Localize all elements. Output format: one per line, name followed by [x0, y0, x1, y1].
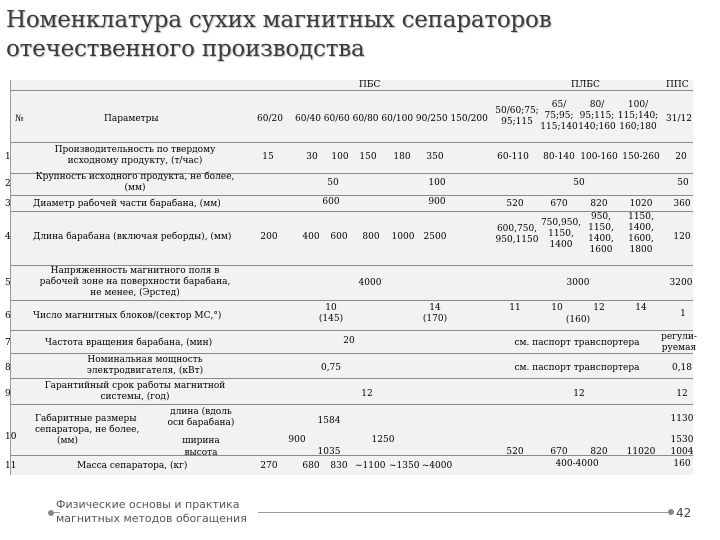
- cell-value: 100: [428, 178, 446, 188]
- model-100: 100/ 115;140; 160;180: [617, 100, 659, 132]
- row-divider: [11, 195, 693, 196]
- cell-value: 360: [673, 199, 691, 209]
- cell-value: 11: [509, 303, 521, 313]
- cell-value: 900: [428, 197, 446, 207]
- row-number: 11: [5, 461, 17, 471]
- cell-value: 400-4000: [555, 459, 599, 469]
- cell-value: 15: [262, 152, 274, 162]
- param-warranty: Гарантийный срок работы магнитной системы, (год): [44, 381, 226, 402]
- cell-value: 270: [260, 461, 278, 471]
- cell-value: 950, 1150, 1400, 1600: [588, 212, 614, 255]
- cell-value: 1035: [317, 447, 341, 457]
- cell-value: 1020: [629, 199, 653, 209]
- cell-value: 20: [675, 152, 687, 162]
- cell-value: 180: [393, 152, 411, 162]
- cell-value: 600,750, 950,1150: [495, 224, 539, 245]
- cell-value: ~4000: [421, 461, 453, 471]
- header-parameters: Параметры: [104, 114, 159, 124]
- title-line-2: отечественного производства: [6, 36, 365, 62]
- cell-value: 14: [635, 303, 647, 313]
- cell-value: 3000: [566, 278, 590, 288]
- cell-value: 160: [673, 459, 691, 469]
- cell-value: 3200: [669, 278, 693, 288]
- cell-value: 12: [676, 389, 688, 399]
- cell-value: 50: [677, 178, 689, 188]
- cell-value: 1584: [317, 416, 341, 426]
- row-divider: [11, 378, 693, 379]
- row-number: 6: [5, 311, 11, 321]
- cell-value: 750,950, 1150, 1400: [540, 218, 582, 250]
- cell-value: 60-110: [497, 152, 529, 162]
- models-pbs-series: 60/40 60/60 60/80 60/100 90/250 150/200: [295, 114, 488, 124]
- model-80: 80/ 95;115; 140;160: [578, 100, 616, 132]
- cell-value: ~1350: [389, 461, 420, 471]
- footer-rule: [258, 512, 670, 513]
- row-number: 4: [5, 232, 11, 242]
- cell-value: 12: [573, 389, 585, 399]
- cell-value: 100: [331, 152, 349, 162]
- cell-value: 1130: [670, 414, 694, 424]
- row-divider: [11, 300, 693, 301]
- cell-value: 0,75: [320, 363, 342, 373]
- cell-value: (160): [565, 315, 591, 325]
- header-number: №: [15, 114, 24, 124]
- row-divider: [11, 330, 693, 331]
- cell-value: 10: [551, 303, 563, 313]
- model-60-20: 60/20: [257, 114, 283, 124]
- cell-value: 830: [330, 461, 348, 471]
- cell-value: регули- руемая: [661, 332, 697, 353]
- cell-value: 0,18: [671, 363, 693, 373]
- row-number: 9: [5, 389, 11, 399]
- cell-value: 1250: [371, 435, 395, 445]
- cell-value: 800: [362, 232, 380, 242]
- param-magnetic-field: Напряженность магнитного поля в рабочей зоне на поверхности барабана, не менее, (Эрстед): [39, 266, 231, 298]
- cell-value: 200: [260, 232, 278, 242]
- group-header-pbs: ПБС: [359, 80, 381, 90]
- cell-value: 520: [506, 199, 524, 209]
- cell-value: 150-260: [622, 152, 660, 162]
- row-number: 8: [5, 363, 11, 373]
- cell-value: 400: [302, 232, 320, 242]
- cell-value: см. паспорт транспортера: [514, 363, 640, 373]
- param-mass: Масса сепаратора, (кг): [77, 461, 188, 471]
- param-drum-length: Длина барабана (включая реборды), (мм): [33, 232, 232, 242]
- param-magnetic-blocks: Число магнитных блоков/(сектор МС,°): [33, 311, 222, 321]
- cell-value: 1150, 1400, 1600, 1800: [628, 212, 654, 255]
- cell-value: 680: [302, 461, 320, 471]
- param-drum-diameter: Диаметр рабочей части барабана, (мм): [33, 199, 221, 209]
- row-number: 3: [5, 199, 11, 209]
- slide-title: [6, 6, 714, 64]
- group-header-plbs: ПЛБС: [571, 80, 600, 90]
- cell-value: 50: [573, 178, 585, 188]
- cell-value: 30: [306, 152, 318, 162]
- cell-value: 20: [343, 336, 355, 346]
- cell-value: 12: [593, 303, 605, 313]
- cell-value: 900: [288, 435, 306, 445]
- cell-value: 12: [361, 389, 373, 399]
- param-dimensions: Габаритные размеры сепаратора, не более, (мм): [35, 414, 140, 446]
- row-number: 10: [5, 432, 17, 442]
- row-divider: [11, 404, 693, 405]
- separator-table: [5, 80, 697, 475]
- model-31-12: 31/12: [666, 114, 692, 124]
- cell-value: 150: [359, 152, 377, 162]
- row-number: 7: [5, 338, 11, 348]
- cell-value: 820: [590, 199, 608, 209]
- row-number: 1: [5, 152, 11, 162]
- cell-value: 14 (170): [422, 303, 448, 324]
- param-throughput: Производительность по твердому исходному продукту, (т/час): [54, 145, 216, 166]
- cell-value: 670: [550, 447, 568, 457]
- cell-value: 2500: [423, 232, 447, 242]
- footer-bullet-icon: [48, 510, 54, 516]
- page-bullet-icon: [668, 509, 674, 515]
- dimension-height-label: высота: [184, 448, 218, 458]
- footer-caption: Физические основы и практика магнитных методов обогащения: [56, 498, 247, 525]
- model-65: 65/ 75;95; 115;140: [540, 100, 578, 132]
- row-number: 2: [5, 179, 11, 189]
- cell-value: см. паспорт транспортера: [514, 338, 640, 348]
- cell-value: 100-160: [580, 152, 618, 162]
- row-divider: [11, 353, 693, 354]
- cell-value: 1004: [670, 447, 694, 457]
- cell-value: 350: [426, 152, 444, 162]
- cell-value: 520: [506, 447, 524, 457]
- cell-value: 11020: [626, 447, 656, 457]
- cell-value: 1530: [670, 435, 694, 445]
- cell-value: 10 (145): [318, 303, 344, 324]
- cell-value: ~1100: [355, 461, 386, 471]
- page-number: 42: [676, 506, 692, 520]
- cell-value: 600: [322, 197, 340, 207]
- row-divider: [11, 142, 693, 143]
- cell-value: 820: [590, 447, 608, 457]
- cell-value: 4000: [358, 278, 382, 288]
- dimension-length-label: длина (вдоль оси барабана): [167, 407, 235, 428]
- param-rotation-speed: Частота вращения барабана, (мин): [45, 338, 213, 348]
- cell-value: 50: [327, 178, 339, 188]
- dimension-width-label: ширина: [182, 436, 220, 446]
- param-motor-power: Номинальная мощность электродвигателя, (кВт): [86, 355, 204, 376]
- group-header-pps: ППС: [666, 80, 689, 90]
- title-line-1: Номенклатура сухих магнитных сепараторов: [6, 7, 552, 33]
- cell-value: 600: [330, 232, 348, 242]
- cell-value: 1: [680, 309, 686, 319]
- cell-value: 1000: [391, 232, 415, 242]
- cell-value: 670: [550, 199, 568, 209]
- row-number: 5: [5, 278, 11, 288]
- cell-value: 80-140: [543, 152, 575, 162]
- model-50-60: 50/60;75; 95;115: [495, 106, 539, 127]
- param-particle-size: Крупность исходного продукта, не более, (мм): [35, 172, 235, 193]
- cell-value: 120: [673, 232, 691, 242]
